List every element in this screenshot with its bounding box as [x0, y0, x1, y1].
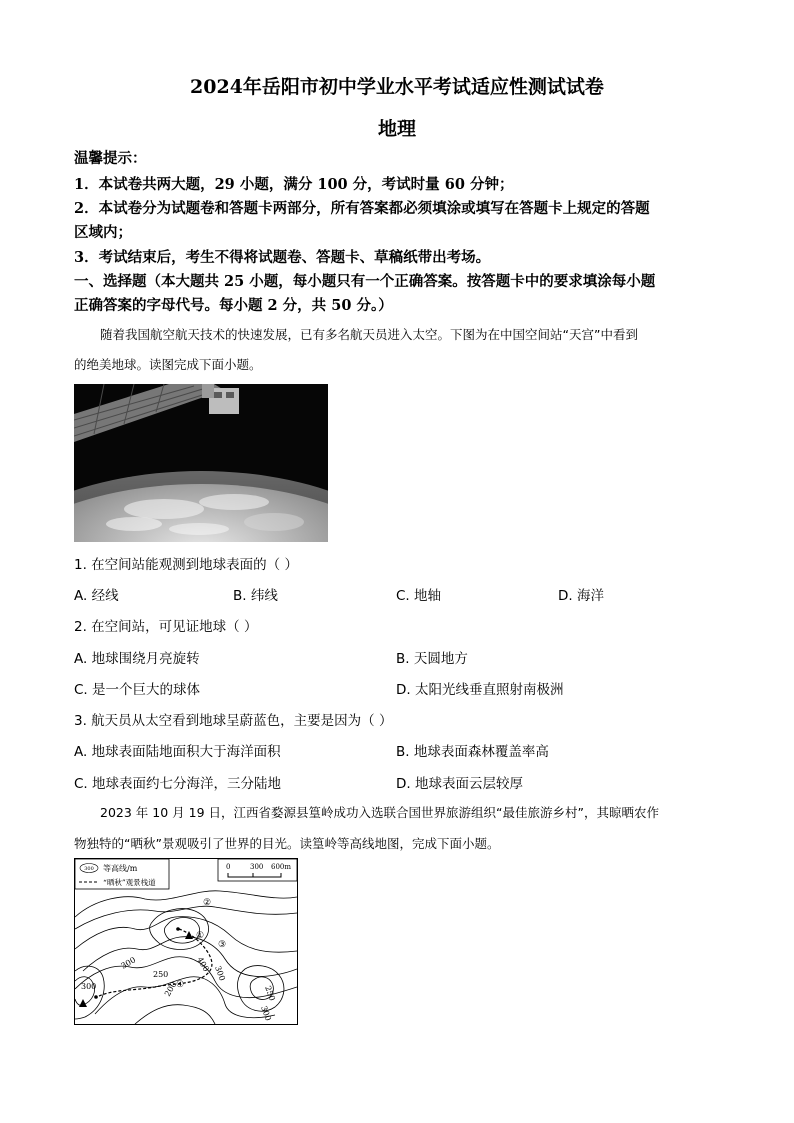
point-3-label: ③ [218, 940, 227, 950]
question-2-option-b: B. 天圆地方 [396, 651, 468, 667]
scale-label-300: 300 [250, 863, 264, 871]
question-2-stem: 2. 在空间站，可见证地球（ ） [74, 619, 258, 635]
section-heading-cont: 正确答案的字母代号。每小题 2 分，共 50 分。） [74, 297, 393, 314]
question-2-option-a: A. 地球围绕月亮旋转 [74, 651, 200, 667]
peak-marker [79, 999, 87, 1007]
question-2-option-d: D. 太阳光线垂直照射南极洲 [396, 682, 564, 698]
contour-label: 300 [259, 1004, 273, 1023]
contour-label: 300 [119, 955, 138, 971]
notice-item: 2．本试卷分为试题卷和答题卡两部分，所有答案都必须填涂或填写在答题卡上规定的答题 [74, 200, 650, 217]
point-4-label: ④ [176, 980, 185, 990]
question-1-stem: 1. 在空间站能观测到地球表面的（ ） [74, 557, 298, 573]
contour-label: 400 [195, 955, 211, 974]
passage-2-line: 2023 年 10 月 19 日，江西省婺源县篁岭成功入选联合国世界旅游组织“最佳旅游乡村”，其晾晒农作 [100, 805, 659, 820]
legend-contour-label: 等高线/m [103, 864, 138, 873]
subject-title: 地理 [377, 118, 416, 140]
question-3-option-d: D. 地球表面云层较厚 [396, 776, 523, 792]
contour-label: 300 [81, 982, 97, 991]
point-1-label: ① [196, 931, 205, 941]
section-heading: 一、选择题（本大题共 25 小题，每小题只有一个正确答案。按答题卡中的要求填涂每小题 [74, 273, 656, 290]
contour-label: 250 [263, 984, 277, 1003]
scale-label-0: 0 [226, 863, 231, 871]
question-3-option-c: C. 地球表面约七分海洋，三分陆地 [74, 776, 282, 792]
contour-label: 200 [162, 980, 179, 998]
notice-heading: 温馨提示： [74, 150, 147, 167]
question-1-option-c: C. 地轴 [396, 588, 442, 604]
earth-from-space-photo [74, 384, 328, 542]
notice-item: 3．考试结束后，考生不得将试题卷、答题卡、草稿纸带出考场。 [74, 249, 491, 266]
contour-map [74, 858, 298, 1025]
question-1-option-b: B. 纬线 [233, 588, 278, 604]
question-2-option-c: C. 是一个巨大的球体 [74, 682, 201, 698]
question-3-option-a: A. 地球表面陆地面积大于海洋面积 [74, 744, 281, 760]
question-3-option-b: B. 地球表面森林覆盖率高 [396, 744, 549, 760]
legend-contour-value: 300 [84, 866, 94, 872]
question-3-stem: 3. 航天员从太空看到地球呈蔚蓝色，主要是因为（ ） [74, 713, 393, 729]
notice-item: 区域内； [74, 224, 132, 241]
page-title: 2024年岳阳市初中学业水平考试适应性测试试卷 [190, 76, 604, 98]
passage-1-line: 随着我国航空航天技术的快速发展，已有多名航天员进入太空。下图为在中国空间站“天宫”中看到 [100, 327, 638, 342]
passage-2-line: 物独特的“晒秋”景观吸引了世界的目光。读篁岭等高线地图，完成下面小题。 [74, 836, 500, 851]
legend-trail-label: “晒秋”观景栈道 [103, 878, 156, 887]
passage-1-line: 的绝美地球。读图完成下面小题。 [74, 357, 262, 372]
scale-label-600: 600m [271, 863, 291, 871]
question-1-option-d: D. 海洋 [558, 588, 604, 604]
point-2-label: ② [203, 898, 212, 908]
notice-item: 1．本试卷共两大题，29 小题，满分 100 分，考试时量 60 分钟； [74, 176, 514, 193]
contour-label: 250 [153, 970, 169, 979]
contour-label: 300 [213, 964, 227, 983]
question-1-option-a: A. 经线 [74, 588, 119, 604]
